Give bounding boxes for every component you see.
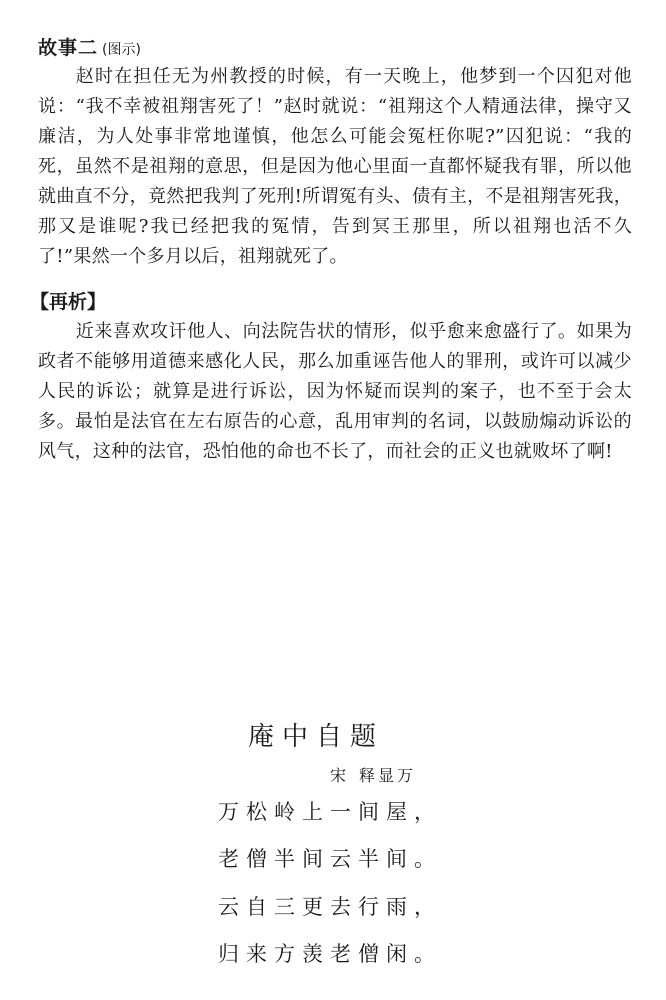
poem-line: 万松岭上一间屋， — [218, 800, 442, 824]
poem-author: 释显万 — [359, 766, 417, 785]
poem-line: 老僧半间云半间。 — [218, 847, 442, 871]
poem-title: 庵中自题 — [248, 722, 385, 752]
analysis-paragraph: 近来喜欢攻讦他人、向法院告状的情形，似乎愈来愈盛行了。如果为政者不能够用道德来感化人民，那么加重诬告他人的罪刑，或许可以减少人民的诉讼；就算是进行诉讼，因为怀疑而误判的案子，也不至于会太多。最怕是法官在左右原告的心意，乱用审判的名词，以鼓励煽动诉讼的风气，这种的法官，恐怕他的命也不长了，而社会的正义也就败坏了啊! — [38, 321, 632, 462]
story-paragraph: 赵时在担任无为州教授的时候，有一天晚上，他梦到一个囚犯对他说：“我不幸被祖翔害死了！”赵时就说：“祖翔这个人精通法律，操守又廉洁，为人处事非常地谨慎，他怎么可能会冤枉你呢?”囚犯说：“我的死，虽然不是祖翔的意思，但是因为他心里面一直都怀疑我有罪，所以他就曲直不分，竟然把我判了死刑!所谓冤有头、债有主，不是祖翔害死我，那又是谁呢?我已经把我的冤情，告到冥王那里，所以祖翔也活不久了!”果然一个多月以后，祖翔就死了。 — [38, 66, 632, 267]
story-tag: (图示) — [102, 42, 141, 58]
analysis-heading: 【再析】 — [30, 291, 107, 313]
poem-line: 归来方羡老僧闲。 — [218, 942, 442, 966]
story-title: 故事二 — [38, 37, 99, 59]
poem-dynasty: 宋 — [330, 766, 350, 785]
story-heading — [38, 33, 141, 60]
poem-line: 云自三更去行雨， — [218, 895, 442, 919]
poem-byline — [330, 763, 416, 786]
